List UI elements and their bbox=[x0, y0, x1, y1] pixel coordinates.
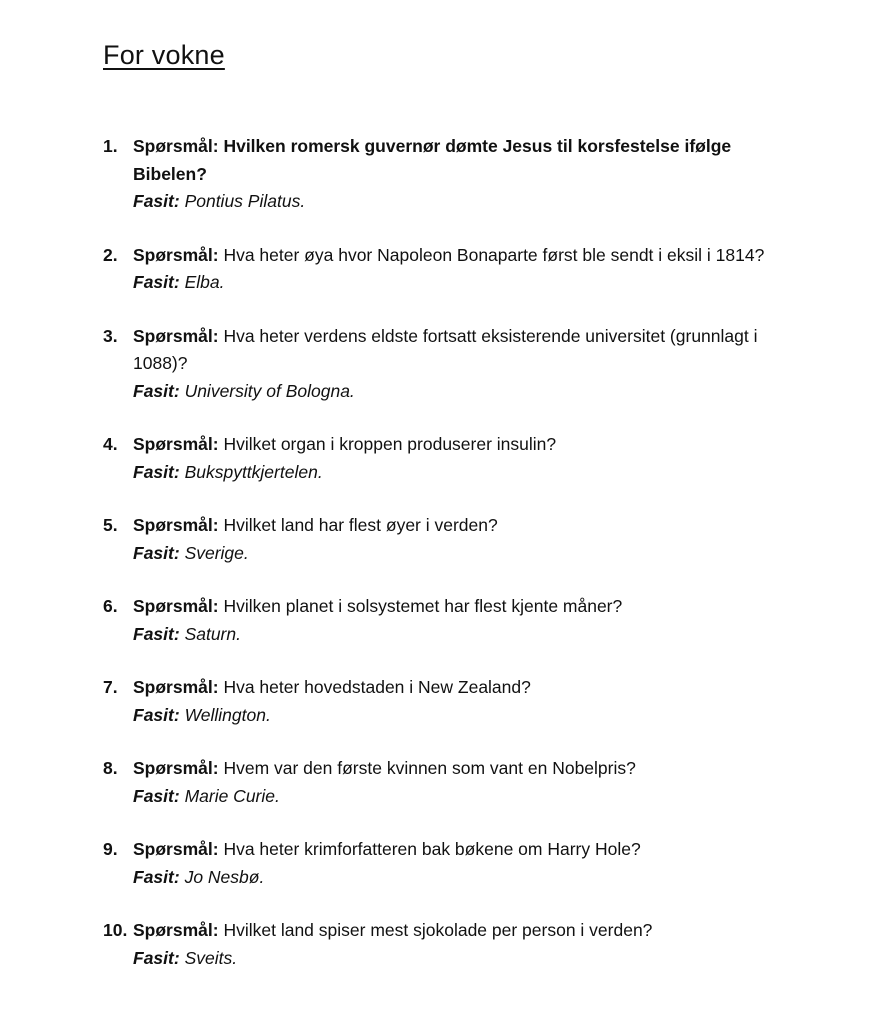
answer-label: Fasit: bbox=[133, 191, 180, 211]
answer-text: Sverige. bbox=[184, 542, 249, 563]
answer-text: Jo Nesbø. bbox=[184, 866, 265, 887]
answer-label: Fasit: bbox=[133, 380, 180, 401]
answer-line bbox=[133, 459, 556, 487]
question-text: Hva heter øya hvor Napoleon Bonaparte først ble sendt i eksil i 1814? bbox=[223, 244, 765, 265]
question-text: Hvilken romersk guvernør dømte Jesus til korsfestelse ifølge Bibelen? bbox=[133, 136, 732, 184]
answer-text: Pontius Pilatus. bbox=[184, 191, 306, 211]
answer-label: Fasit: bbox=[133, 461, 180, 482]
question-item bbox=[103, 674, 793, 729]
answer-label: Fasit: bbox=[133, 623, 180, 644]
question-label: Spørsmål: bbox=[133, 677, 219, 697]
answer-line bbox=[133, 621, 622, 649]
question-number: 10. bbox=[103, 920, 128, 940]
question-item bbox=[103, 917, 793, 972]
answer-line bbox=[133, 783, 636, 811]
question-text: Hvilket land spiser mest sjokolade per person i verden? bbox=[223, 920, 653, 940]
answer-label: Fasit: bbox=[133, 785, 180, 806]
question-label: Spørsmål: bbox=[133, 434, 219, 454]
question-list bbox=[103, 133, 793, 972]
question-line bbox=[133, 836, 641, 864]
question-content bbox=[133, 512, 498, 567]
question-label: Spørsmål: bbox=[133, 758, 219, 778]
question-label: Spørsmål: bbox=[133, 244, 219, 265]
question-number: 9. bbox=[103, 839, 118, 859]
question-label: Spørsmål: bbox=[133, 325, 219, 346]
question-content bbox=[133, 242, 764, 297]
answer-text: Saturn. bbox=[184, 623, 241, 644]
question-content bbox=[133, 593, 622, 648]
question-content bbox=[133, 133, 793, 216]
question-text: Hvilket land har flest øyer i verden? bbox=[223, 515, 498, 535]
question-label: Spørsmål: bbox=[133, 839, 219, 859]
question-number: 3. bbox=[103, 325, 118, 346]
question-label: Spørsmål: bbox=[133, 515, 219, 535]
question-number: 1. bbox=[103, 136, 118, 156]
question-line bbox=[133, 431, 556, 459]
question-text: Hvilket organ i kroppen produserer insulin? bbox=[223, 434, 557, 454]
question-item bbox=[103, 431, 793, 486]
answer-label: Fasit: bbox=[133, 704, 180, 725]
question-number: 7. bbox=[103, 677, 118, 697]
question-line bbox=[133, 593, 622, 621]
answer-text: Marie Curie. bbox=[184, 785, 280, 806]
question-line bbox=[133, 512, 498, 540]
question-item bbox=[103, 512, 793, 567]
question-item bbox=[103, 133, 793, 216]
question-number: 5. bbox=[103, 515, 118, 535]
answer-label: Fasit: bbox=[133, 866, 180, 887]
answer-line bbox=[133, 269, 764, 297]
question-item bbox=[103, 242, 793, 297]
question-item bbox=[103, 323, 793, 406]
answer-line bbox=[133, 188, 793, 216]
answer-text: University of Bologna. bbox=[184, 380, 355, 401]
question-number: 6. bbox=[103, 596, 118, 616]
question-number: 4. bbox=[103, 434, 118, 454]
answer-text: Bukspyttkjertelen. bbox=[184, 461, 323, 482]
answer-line bbox=[133, 378, 793, 406]
answer-text: Sveits. bbox=[184, 947, 238, 968]
question-content bbox=[133, 917, 652, 972]
question-line bbox=[133, 242, 764, 270]
question-content bbox=[133, 755, 636, 810]
question-item bbox=[103, 755, 793, 810]
question-text: Hvem var den første kvinnen som vant en Nobelpris? bbox=[223, 758, 636, 778]
question-line bbox=[133, 323, 793, 378]
question-item bbox=[103, 593, 793, 648]
answer-line bbox=[133, 702, 531, 730]
question-number: 2. bbox=[103, 244, 118, 265]
question-line bbox=[133, 917, 652, 945]
answer-label: Fasit: bbox=[133, 947, 180, 968]
question-content bbox=[133, 323, 793, 406]
question-text: Hva heter hovedstaden i New Zealand? bbox=[223, 677, 531, 697]
question-line bbox=[133, 133, 793, 188]
question-item bbox=[103, 836, 793, 891]
answer-line bbox=[133, 945, 652, 973]
question-content bbox=[133, 431, 556, 486]
question-number: 8. bbox=[103, 758, 118, 778]
question-line bbox=[133, 755, 636, 783]
question-content bbox=[133, 836, 641, 891]
answer-label: Fasit: bbox=[133, 542, 180, 563]
question-text: Hva heter krimforfatteren bak bøkene om Harry Hole? bbox=[223, 839, 641, 859]
question-label: Spørsmål: bbox=[133, 136, 219, 156]
page-title: For vokne bbox=[103, 40, 225, 70]
answer-text: Wellington. bbox=[184, 704, 271, 725]
question-label: Spørsmål: bbox=[133, 596, 219, 616]
question-label: Spørsmål: bbox=[133, 920, 219, 940]
answer-label: Fasit: bbox=[133, 272, 180, 292]
question-line bbox=[133, 674, 531, 702]
answer-text: Elba. bbox=[184, 272, 225, 292]
answer-line bbox=[133, 540, 498, 568]
question-text: Hva heter verdens eldste fortsatt eksisterende universitet (grunnlagt i 1088)? bbox=[133, 325, 758, 373]
question-text: Hvilken planet i solsystemet har flest kjente måner? bbox=[223, 596, 623, 616]
answer-line bbox=[133, 864, 641, 892]
question-content bbox=[133, 674, 531, 729]
